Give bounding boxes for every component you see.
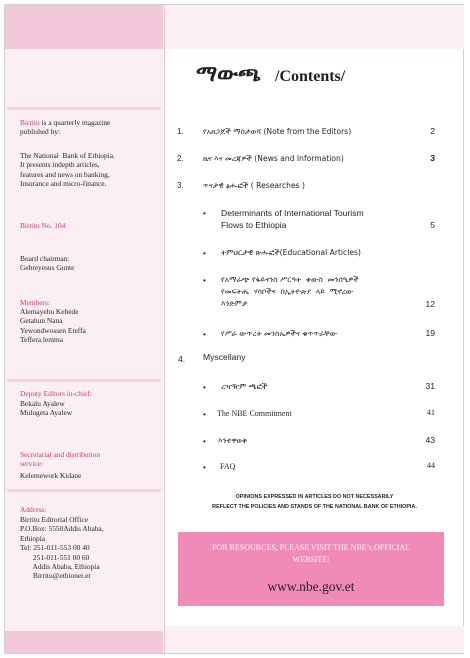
sidebar-deputies: Bekalu Ayalew Mulugeta Ayalew	[20, 399, 73, 418]
disclaimer	[165, 493, 464, 512]
website-link[interactable]: www.nbe.gov.et	[267, 579, 355, 594]
toc-title: ረዣዥም ጫፎች	[221, 382, 268, 391]
toc-page-number: 3	[430, 153, 435, 163]
sidebar-top-band	[5, 5, 163, 49]
sidebar-divider	[7, 379, 161, 382]
title-amharic: ማውጫ	[196, 62, 261, 87]
bullet-icon: •	[203, 437, 206, 446]
toc-title: ዜና እና መረጃዎች (News and Information)	[203, 154, 344, 163]
sidebar-members-label: Members:	[20, 298, 50, 307]
page-title	[196, 62, 345, 88]
resources-text: WEBSITE:	[292, 555, 330, 564]
toc-page-number: 31	[425, 381, 435, 391]
footer-band	[165, 626, 464, 653]
bullet-icon: •	[203, 276, 206, 285]
toc-number: 3.	[177, 181, 184, 190]
toc-page-number: 19	[425, 328, 435, 338]
bullet-icon: •	[203, 330, 206, 339]
sidebar-deputy-label: Deputy Editors in-chief:	[20, 389, 92, 398]
bullet-icon: •	[203, 463, 206, 472]
bullet-icon: •	[203, 249, 206, 258]
toc-number: 4.	[178, 354, 186, 364]
toc-title: የሥራ ውጥረት መንስኤዎችና ቁጥጥራቸው	[221, 329, 338, 338]
sidebar-address: Birritu Editorial Office P.O.Box: 5550Addis Ababa, Ethiopia Tel: 251-011-553 00 40 251-011-551 00 60 Addis Ababa, Ethiopia Birritu@ethionet.et	[20, 515, 104, 581]
toc-title: ትምህርታዊ ጽሑፎች(Educational Articles)	[221, 248, 361, 257]
sidebar-members: Alemayehu Kebede Getahun Nana Yewondwossen Eteffa Teffera lemma	[20, 307, 86, 345]
toc-title: የአዘጋጆች ማስታወሻ (Note from the Editors)	[203, 127, 352, 136]
toc-title: Determinants of International Tourism Flows to Ethiopia	[221, 208, 364, 230]
header-band	[165, 5, 464, 49]
resources-box	[178, 532, 444, 606]
title-english: /Contents/	[275, 68, 346, 85]
sidebar-secretarial: Kelemework Kidane	[20, 471, 82, 480]
bullet-icon: •	[203, 410, 206, 419]
toc-number: 1.	[177, 127, 184, 136]
toc-title: እንተዋወቅ	[218, 436, 248, 445]
toc-number: 2.	[177, 154, 184, 163]
sidebar-bottom-band	[5, 631, 163, 653]
bullet-icon: •	[203, 383, 206, 392]
toc-page-number: 2	[430, 126, 435, 136]
column-divider	[164, 5, 165, 653]
disclaimer-line: REFLECT THE POLICIES AND STANDS OF THE NATIONAL BANK OF ETHIOPIA.	[212, 503, 417, 510]
toc-page-number: 5	[430, 220, 435, 230]
toc-title: የአማራጭ የፋይናንስ ሥርዓት ቀውስ መንስዔዎች የመፍትሔ ሃሳቦችና በኢትዮጵያ ላይ ሚኖረው እንድምታ	[221, 275, 359, 308]
toc-page-number: 44	[427, 461, 435, 470]
toc-page-number: 12	[425, 299, 435, 309]
sidebar-address-label: Address:	[20, 505, 47, 514]
resources-text: FOR RESOURCES, PLEASE VISIT THE NBE’s OFFICIAL	[211, 543, 411, 552]
toc-title: FAQ	[220, 462, 236, 471]
toc-title: Myscellany	[203, 352, 246, 362]
sidebar-issue-number: Birritu No. 104	[20, 221, 66, 230]
sidebar-divider	[7, 107, 161, 110]
disclaimer-line: OPINIONS EXPRESSED IN ARTICLES DO NOT NECESSARILY	[235, 494, 394, 500]
sidebar-intro: Birritu is a quarterly magazine published by:	[20, 118, 111, 137]
sidebar-board-chairman: Board chairman: Gebreyesus Gunte	[20, 254, 75, 273]
toc-page-number: 41	[427, 408, 435, 417]
sidebar-divider	[7, 489, 161, 492]
toc-title: ጥናታዊ ፅሑፎች ( Researches )	[203, 181, 305, 190]
toc-title: The NBE Commitment	[217, 409, 292, 418]
bullet-icon: •	[203, 209, 206, 218]
sidebar-publisher: The National Bank of Ethiopia. It presents indepth articles, features and news on banking, Insurance and micro-finance.	[20, 151, 115, 189]
toc-page-number: 43	[425, 435, 435, 445]
sidebar-secretarial-label: Secretarial and distribution service:	[20, 450, 101, 469]
